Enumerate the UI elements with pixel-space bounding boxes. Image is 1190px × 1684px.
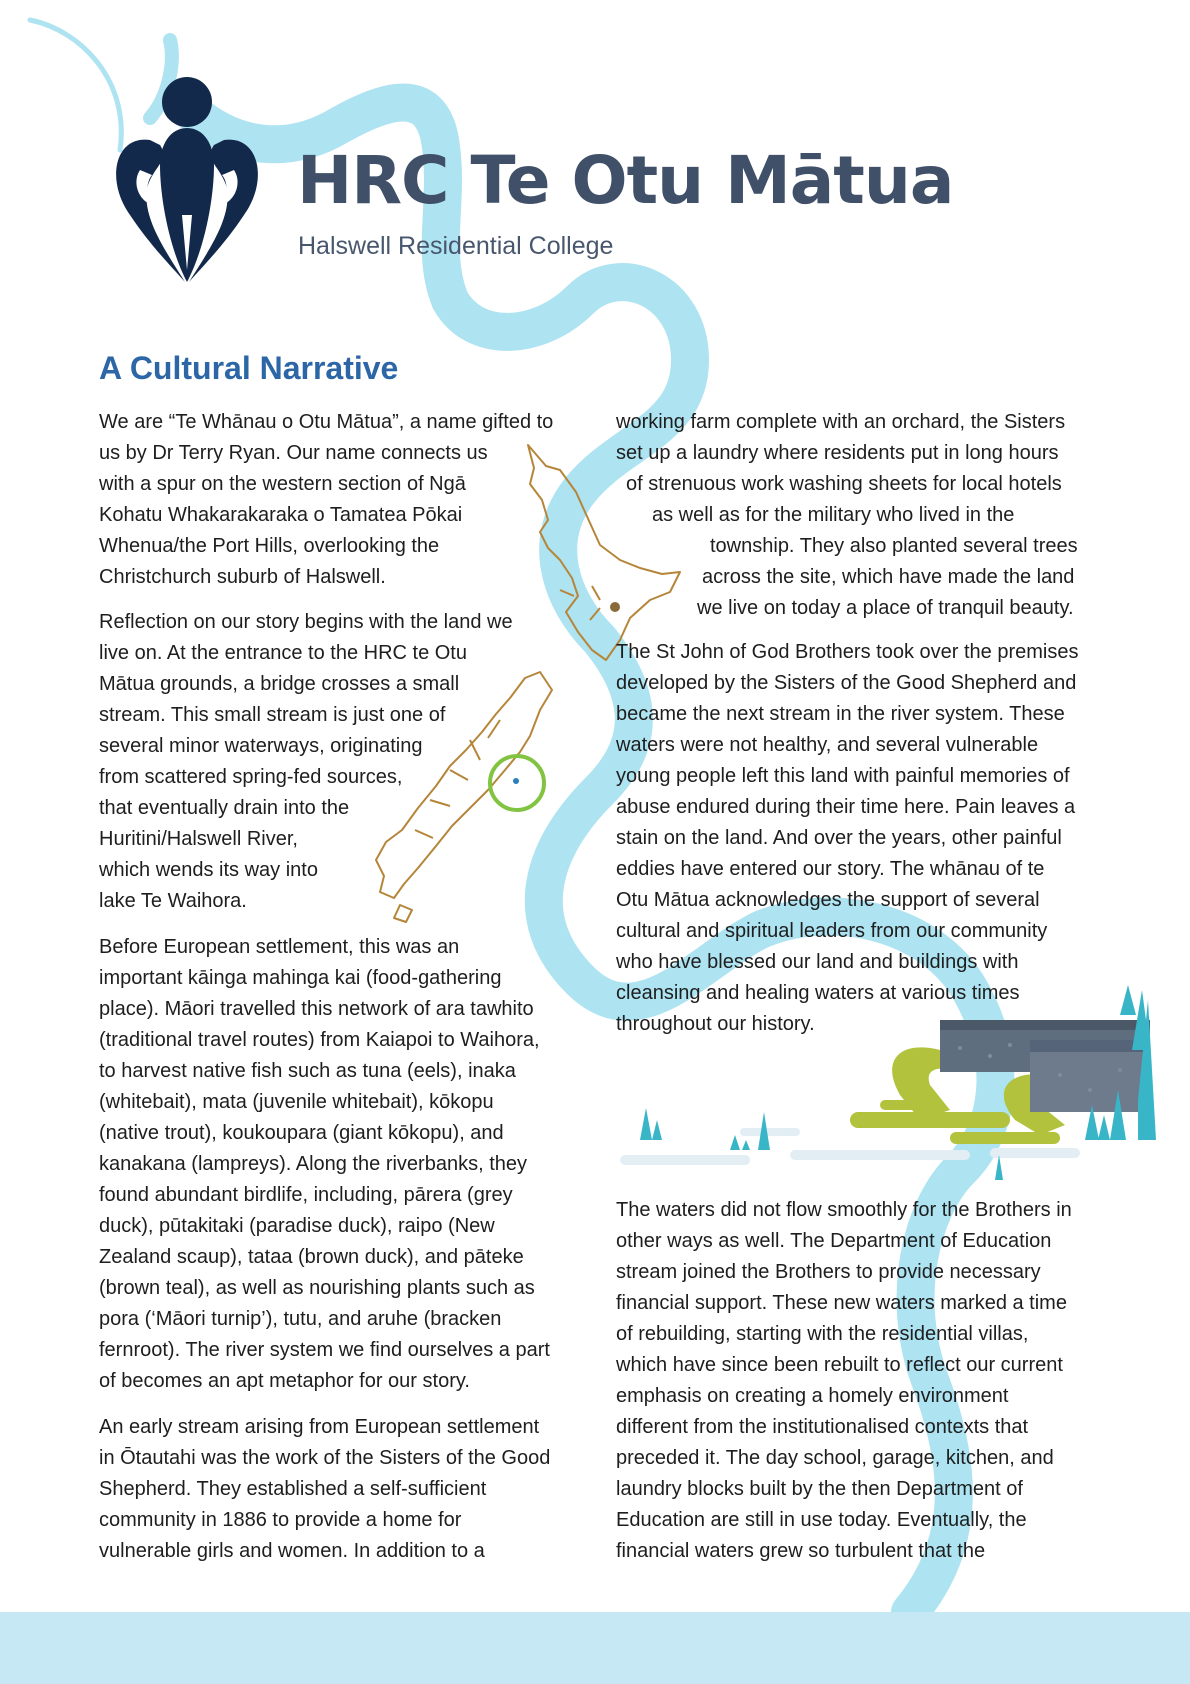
text-line: stream joined the Brothers to provide necessary bbox=[616, 1261, 1041, 1283]
text-line: live on. At the entrance to the HRC te Otu bbox=[99, 642, 467, 664]
text-line: Otu Mātua acknowledges the support of several bbox=[616, 889, 1040, 911]
text-line: We are “Te Whānau o Otu Mātua”, a name gifted to bbox=[99, 411, 554, 433]
text-line: eddies have entered our story. The whānau of te bbox=[616, 858, 1045, 880]
text-line: duck), pūtakitaki (paradise duck), raipo (New bbox=[99, 1215, 495, 1237]
text-line: stream. This small stream is just one of bbox=[99, 704, 446, 726]
text-line: vulnerable girls and women. In addition to a bbox=[99, 1540, 485, 1562]
text-line: who have blessed our land and buildings with bbox=[616, 951, 1019, 973]
text-line: abuse endured during their time here. Pain leaves a bbox=[616, 796, 1076, 818]
text-line: (brown teal), as well as nourishing plants such as bbox=[99, 1277, 535, 1299]
text-line: preceded it. The day school, garage, kitchen, and bbox=[616, 1447, 1054, 1469]
page-subtitle: Halswell Residential College bbox=[298, 232, 614, 260]
text-line: to harvest native fish such as tuna (eels), inaka bbox=[99, 1060, 516, 1082]
text-line: which wends its way into bbox=[99, 859, 318, 881]
text-line: found abundant birdlife, including, pārera (grey bbox=[99, 1184, 513, 1206]
text-line: important kāinga mahinga kai (food-gathering bbox=[99, 967, 502, 989]
text-line: as well as for the military who lived in the bbox=[652, 504, 1015, 526]
text-line: pora (‘Māori turnip’), tutu, and aruhe (bracken bbox=[99, 1308, 502, 1330]
text-line: community in 1886 to provide a home for bbox=[99, 1509, 462, 1531]
paragraph-7 bbox=[616, 1195, 1072, 1567]
text-line: of rebuilding, starting with the residential villas, bbox=[616, 1323, 1029, 1345]
text-line: fernroot). The river system we find ourselves a part bbox=[99, 1339, 550, 1361]
text-line: Huritini/Halswell River, bbox=[99, 828, 298, 850]
paragraph-6 bbox=[616, 637, 1078, 1040]
text-line: stain on the land. And over the years, other painful bbox=[616, 827, 1062, 849]
text-line: which have since been rebuilt to reflect our current bbox=[616, 1354, 1063, 1376]
text-line: lake Te Waihora. bbox=[99, 890, 247, 912]
paragraph-1 bbox=[99, 407, 553, 593]
text-line: across the site, which have made the land bbox=[702, 566, 1075, 588]
text-line: kanakana (lampreys). Along the riverbanks, they bbox=[99, 1153, 527, 1175]
paragraph-3 bbox=[99, 932, 550, 1397]
text-line: set up a laundry where residents put in long hours bbox=[616, 442, 1059, 464]
text-line: of strenuous work washing sheets for local hotels bbox=[626, 473, 1062, 495]
text-line: An early stream arising from European settlement bbox=[99, 1416, 540, 1438]
text-line: other ways as well. The Department of Education bbox=[616, 1230, 1052, 1252]
text-line: (whitebait), mata (juvenile whitebait), kōkopu bbox=[99, 1091, 494, 1113]
text-line: we live on today a place of tranquil beauty. bbox=[697, 597, 1074, 619]
text-line: Reflection on our story begins with the land we bbox=[99, 611, 513, 633]
page-title: HRC Te Otu Mātua bbox=[297, 142, 954, 219]
text-line: cultural and spiritual leaders from our community bbox=[616, 920, 1048, 942]
text-line: Whenua/the Port Hills, overlooking the bbox=[99, 535, 440, 557]
text-line: waters were not healthy, and several vulnerable bbox=[616, 734, 1039, 756]
text-line: cleansing and healing waters at various times bbox=[616, 982, 1020, 1004]
text-line: developed by the Sisters of the Good Shepherd and bbox=[616, 672, 1077, 694]
text-line: (native trout), koukoupara (giant kōkopu), and bbox=[99, 1122, 504, 1144]
text-line: different from the institutionalised contexts that bbox=[616, 1416, 1029, 1438]
text-line: Shepherd. They established a self-sufficient bbox=[99, 1478, 487, 1500]
text-line: that eventually drain into the bbox=[99, 797, 350, 819]
text-line: emphasis on creating a homely environment bbox=[616, 1385, 1009, 1407]
text-line: several minor waterways, originating bbox=[99, 735, 423, 757]
text-line: financial waters grew so turbulent that the bbox=[616, 1540, 986, 1562]
text-line: in Ōtautahi was the work of the Sisters of the Good bbox=[99, 1447, 551, 1469]
text-line: laundry blocks built by the then Department of bbox=[616, 1478, 1023, 1500]
text-line: Mātua grounds, a bridge crosses a small bbox=[99, 673, 460, 695]
text-line: became the next stream in the river system. These bbox=[616, 703, 1065, 725]
text-line: Kohatu Whakarakaraka o Tamatea Pōkai bbox=[99, 504, 463, 526]
paragraph-2 bbox=[99, 607, 513, 917]
text-line: throughout our history. bbox=[616, 1013, 815, 1035]
paragraph-5 bbox=[616, 407, 1078, 624]
section-heading: A Cultural Narrative bbox=[99, 350, 399, 386]
text-line: financial support. These new waters marked a time bbox=[616, 1292, 1067, 1314]
footer-band bbox=[0, 1612, 1190, 1684]
text-line: place). Māori travelled this network of ara tawhito bbox=[99, 998, 534, 1020]
text-line: Before European settlement, this was an bbox=[99, 936, 460, 958]
text-line: Education are still in use today. Eventually, the bbox=[616, 1509, 1027, 1531]
text-line: us by Dr Terry Ryan. Our name connects us bbox=[99, 442, 488, 464]
text-line: (traditional travel routes) from Kaiapoi to Waihora, bbox=[99, 1029, 540, 1051]
text-line: The waters did not flow smoothly for the Brothers in bbox=[616, 1199, 1072, 1221]
text-line: with a spur on the western section of Ngā bbox=[99, 473, 466, 495]
text-line: township. They also planted several trees bbox=[710, 535, 1078, 557]
text-line: Zealand scaup), tataa (brown duck), and pāteke bbox=[99, 1246, 524, 1268]
text-line: Christchurch suburb of Halswell. bbox=[99, 566, 386, 588]
text-line: working farm complete with an orchard, the Sisters bbox=[616, 411, 1066, 433]
text-line: from scattered spring-fed sources, bbox=[99, 766, 403, 788]
text-line: of becomes an apt metaphor for our story. bbox=[99, 1370, 470, 1392]
paragraph-4 bbox=[99, 1412, 550, 1567]
text-line: The St John of God Brothers took over the premises bbox=[616, 641, 1079, 663]
text-line: young people left this land with painful memories of bbox=[616, 765, 1070, 787]
